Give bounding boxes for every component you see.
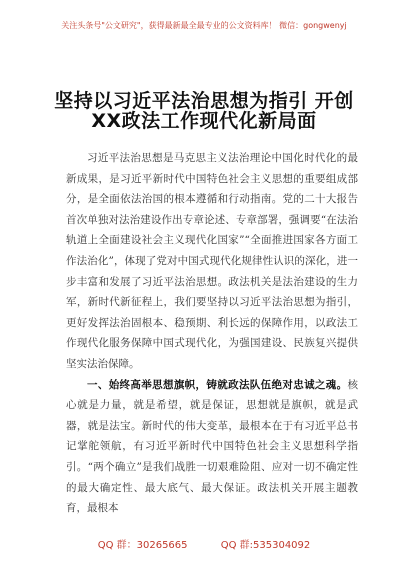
- document-title-line-2: XX政法工作现代化新局面: [91, 110, 317, 132]
- footer-qq-group-1: QQ 群：30265665: [97, 540, 188, 551]
- section-1-text: 核心就是力量，就是希望，就是保证，思想就是旗帜，就是武器，就是法宝。新时代的伟大变革，最根本在于有习近平总书记掌舵领航，有习近平新时代中国特色社会主义思想科学指引。“两个确立”是我们战胜一切艰难险阻、应对一切不确定性的最大确定性、最大底气、最大保证。政法机关开展主题教育，最根本: [66, 378, 358, 515]
- footer-qq-group-2: QQ 群:535304092: [220, 540, 311, 551]
- footer-contact: [0, 536, 408, 551]
- document-body: [66, 148, 358, 519]
- header-banner: 关注头条号"公文研究"，获得最新最全最专业的公文资料库！ 微信：gongwenyj: [61, 21, 347, 30]
- document-title-line-1: 坚持以习近平法治思想为指引 开创: [54, 90, 354, 112]
- paragraph-intro: 习近平法治思想是马克思主义法治理论中国化时代化的最新成果，是习近平新时代中国特色社会主义思想的重要组成部分，是全面依法治国的根本遵循和行动指南。党的二十大报告首次单独对法治建设作出专章论述、专章部署，强调要“在法治轨道上全面建设社会主义现代化国家”“全面推进国家各方面工作法治化”，体现了党对中国式现代化规律性认识的深化，进一步丰富和发展了习近平法治思想。政法机关是法治建设的生力军，新时代新征程上，我们要坚持以习近平法治思想为指引，更好发挥法治固根本、稳预期、利长远的保障作用，以政法工作现代化服务保障中国式现代化，为强国建设、民族复兴提供坚实法治保障。: [66, 152, 358, 370]
- paragraph-section-1: [66, 375, 358, 519]
- section-heading-1: 一、始终高举思想旗帜，铸就政法队伍绝对忠诚之魂。: [87, 378, 348, 391]
